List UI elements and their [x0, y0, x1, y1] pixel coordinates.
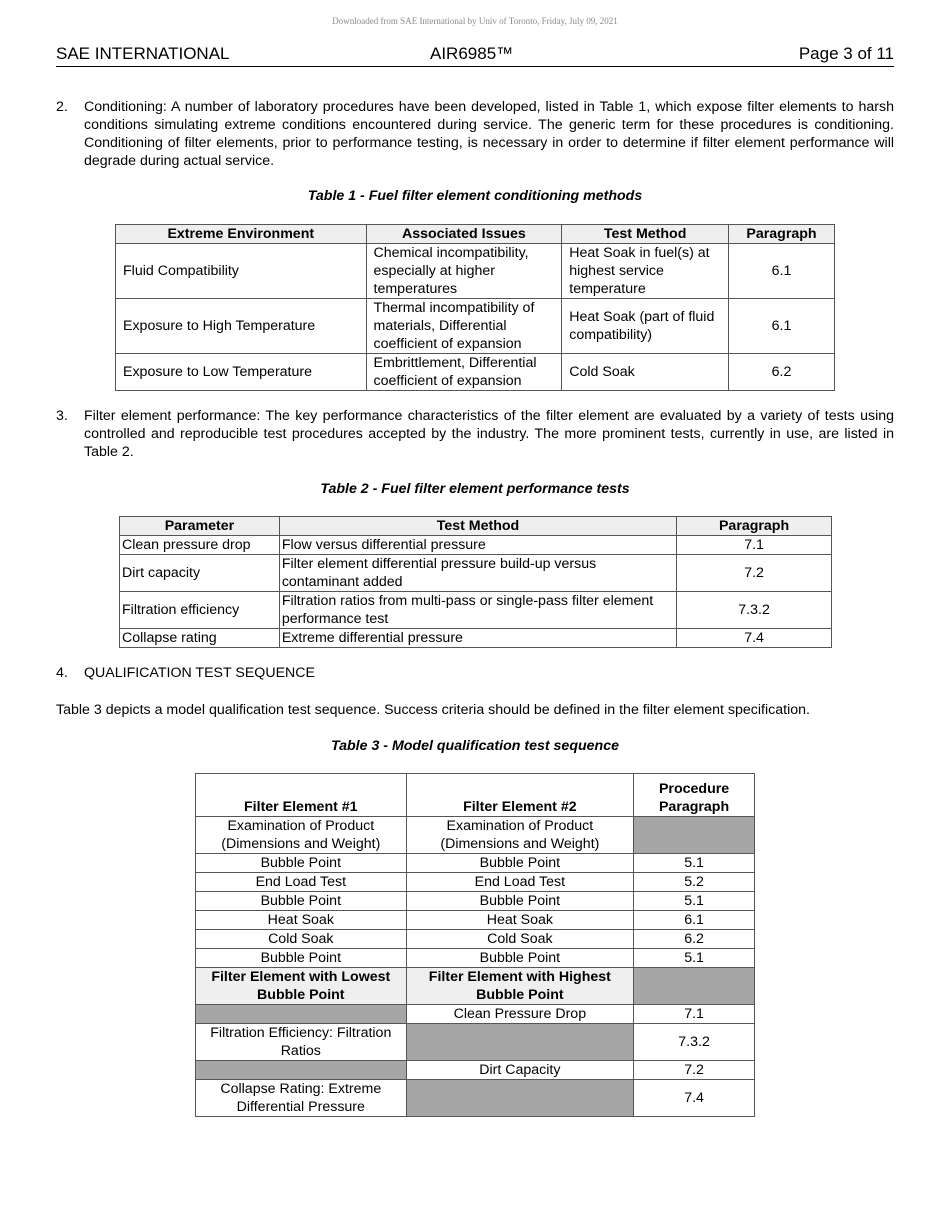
table-cell: Filtration Efficiency: Filtration Ratios [196, 1024, 407, 1061]
table-cell-shaded [196, 1005, 407, 1024]
section-3-text: Filter element performance: The key performance characteristics of the filter element are evaluated by a variety of tests using controlled and reproducible test procedures accepted by the industry. The more prominent tests, currently in use, are listed in Table 2. [84, 408, 894, 460]
section-2 [56, 98, 894, 170]
table-cell: Cold Soak [196, 930, 407, 949]
table-cell: Bubble Point [406, 892, 634, 911]
table-cell: End Load Test [406, 873, 634, 892]
table-row [196, 854, 755, 873]
table-cell: 7.4 [634, 1080, 755, 1117]
table-row [116, 299, 835, 354]
table-cell: Bubble Point [406, 854, 634, 873]
table-2-caption: Table 2 - Fuel filter element performance tests [320, 481, 630, 497]
table-cell-shaded [634, 968, 755, 1005]
table-1 [115, 224, 835, 391]
table-cell: Dirt Capacity [406, 1061, 634, 1080]
table-2-header: Test Method [279, 517, 676, 536]
table-cell: Flow versus differential pressure [279, 536, 676, 555]
table-cell-shaded [634, 817, 755, 854]
table-row [120, 555, 832, 592]
download-watermark: Downloaded from SAE International by Univ of Toronto, Friday, July 09, 2021 [332, 16, 618, 26]
table-cell: 6.1 [729, 299, 835, 354]
table-cell: 7.4 [677, 629, 832, 648]
table-1-header: Test Method [562, 225, 729, 244]
table-1-header: Extreme Environment [116, 225, 367, 244]
table-cell: Thermal incompatibility of materials, Differential coefficient of expansion [366, 299, 562, 354]
table-cell: Examination of Product (Dimensions and Weight) [196, 817, 407, 854]
table-cell: 6.2 [634, 930, 755, 949]
table-cell: Bubble Point [406, 949, 634, 968]
table-row [196, 817, 755, 854]
header-org: SAE INTERNATIONAL [56, 44, 230, 63]
section-4-heading: QUALIFICATION TEST SEQUENCE [84, 665, 315, 681]
table-cell: Examination of Product (Dimensions and Weight) [406, 817, 634, 854]
table-cell: Filtration ratios from multi-pass or single-pass filter element performance test [279, 592, 676, 629]
table-cell: Clean pressure drop [120, 536, 280, 555]
table-row [196, 1080, 755, 1117]
table-row [196, 892, 755, 911]
table-1-header: Paragraph [729, 225, 835, 244]
table-cell: Bubble Point [196, 892, 407, 911]
section-4 [56, 664, 894, 682]
table-cell: Chemical incompatibility, especially at higher temperatures [366, 244, 562, 299]
table-row [196, 1024, 755, 1061]
table-row [196, 968, 755, 1005]
table-cell: 6.1 [729, 244, 835, 299]
section-2-text: Conditioning: A number of laboratory procedures have been developed, listed in Table 1, which expose filter elements to harsh conditions simulating extreme conditions encountered during service. The generic term for these procedures is conditioning. Conditioning of filter elements, prior to performance testing, is necessary in order to determine if filter element performance will degrade during actual service. [84, 99, 894, 169]
section-3-number: 3. [56, 408, 68, 424]
table-cell: Filtration efficiency [120, 592, 280, 629]
section-2-number: 2. [56, 99, 68, 115]
table-cell: 5.1 [634, 892, 755, 911]
table-row [196, 1061, 755, 1080]
table-cell: 7.2 [677, 555, 832, 592]
table-row [196, 911, 755, 930]
table-cell: End Load Test [196, 873, 407, 892]
table-2 [119, 516, 832, 648]
page-header [56, 44, 894, 67]
table-3-intro-text: Table 3 depicts a model qualification test sequence. Success criteria should be defined in the filter element specification. [56, 702, 810, 718]
table-cell: Exposure to High Temperature [116, 299, 367, 354]
table-cell-shaded [196, 1061, 407, 1080]
section-4-number: 4. [56, 665, 68, 681]
table-cell: Fluid Compatibility [116, 244, 367, 299]
table-cell: Collapse rating [120, 629, 280, 648]
table-3-intro [56, 701, 894, 719]
table-cell-highlight: Filter Element with Highest Bubble Point [406, 968, 634, 1005]
table-cell: Collapse Rating: Extreme Differential Pressure [196, 1080, 407, 1117]
table-cell: 7.1 [677, 536, 832, 555]
table-cell: Dirt capacity [120, 555, 280, 592]
table-cell-highlight: Filter Element with Lowest Bubble Point [196, 968, 407, 1005]
table-3-header: Filter Element #2 [406, 774, 634, 817]
table-cell: Embrittlement, Differential coefficient of expansion [366, 354, 562, 391]
table-cell: 7.2 [634, 1061, 755, 1080]
table-row [196, 949, 755, 968]
table-cell: 5.2 [634, 873, 755, 892]
table-cell: 7.3.2 [634, 1024, 755, 1061]
table-cell: Heat Soak [196, 911, 407, 930]
table-row [196, 1005, 755, 1024]
table-row [120, 592, 832, 629]
table-cell: Heat Soak [406, 911, 634, 930]
table-cell: Cold Soak [562, 354, 729, 391]
table-row [120, 536, 832, 555]
table-3 [195, 773, 755, 1117]
table-cell-shaded [406, 1024, 634, 1061]
table-cell: Bubble Point [196, 854, 407, 873]
table-row [116, 244, 835, 299]
table-cell: 7.1 [634, 1005, 755, 1024]
header-page-number: Page 3 of 11 [798, 44, 894, 63]
table-cell: 5.1 [634, 949, 755, 968]
table-cell: Exposure to Low Temperature [116, 354, 367, 391]
table-cell: 5.1 [634, 854, 755, 873]
table-cell: Heat Soak (part of fluid compatibility) [562, 299, 729, 354]
table-cell: Filter element differential pressure build-up versus contaminant added [279, 555, 676, 592]
table-cell: Extreme differential pressure [279, 629, 676, 648]
table-1-caption: Table 1 - Fuel filter element conditioning methods [307, 188, 643, 204]
section-3 [56, 407, 894, 461]
table-3-caption: Table 3 - Model qualification test sequence [330, 738, 619, 754]
table-row [116, 354, 835, 391]
table-cell: Heat Soak in fuel(s) at highest service temperature [562, 244, 729, 299]
table-2-header: Parameter [120, 517, 280, 536]
header-doc-id: AIR6985™ [430, 44, 514, 63]
table-cell: 6.2 [729, 354, 835, 391]
table-cell: Bubble Point [196, 949, 407, 968]
table-2-header: Paragraph [677, 517, 832, 536]
table-3-header: Procedure Paragraph [634, 774, 755, 817]
table-row [196, 930, 755, 949]
table-row [120, 629, 832, 648]
table-row [196, 873, 755, 892]
table-cell: 7.3.2 [677, 592, 832, 629]
table-cell: 6.1 [634, 911, 755, 930]
table-cell: Cold Soak [406, 930, 634, 949]
table-1-header: Associated Issues [366, 225, 562, 244]
table-3-header: Filter Element #1 [196, 774, 407, 817]
table-cell: Clean Pressure Drop [406, 1005, 634, 1024]
table-cell-shaded [406, 1080, 634, 1117]
